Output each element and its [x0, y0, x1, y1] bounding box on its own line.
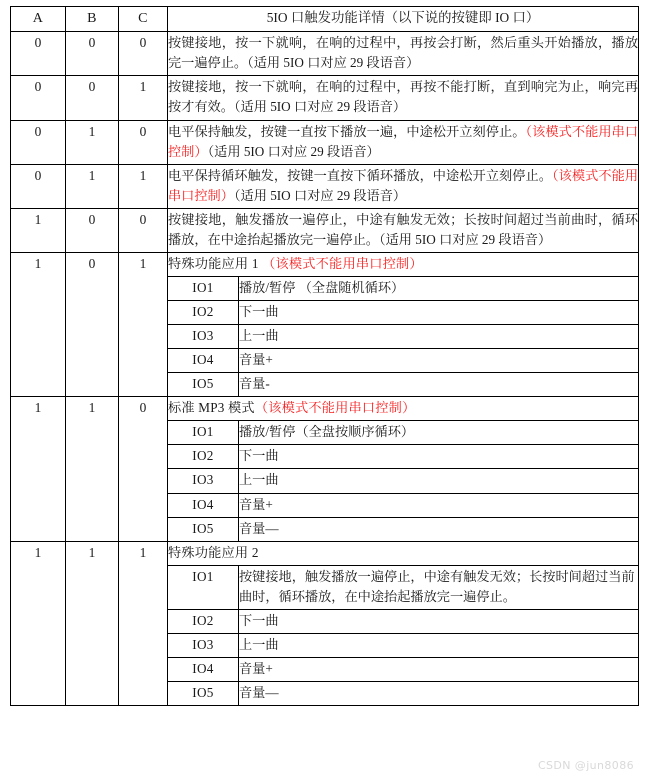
table-row: [11, 76, 639, 120]
io-port-label: IO1: [168, 421, 239, 445]
detail-text-warning: （该模式不能用串口控制）: [168, 123, 639, 159]
io-port-function: 音量-: [239, 373, 639, 397]
io-port-function: 上一曲: [239, 325, 639, 349]
cell-c: 1: [119, 164, 168, 208]
column-header-b: B: [66, 7, 119, 32]
cell-b: 1: [66, 397, 119, 541]
io-port-label: IO2: [168, 445, 239, 469]
column-header-c: C: [119, 7, 168, 32]
cell-a: 1: [11, 208, 66, 252]
mode-title: [168, 397, 639, 421]
cell-b: 0: [66, 252, 119, 396]
table-body: [11, 32, 639, 706]
cell-a: 1: [11, 252, 66, 396]
cell-c: 1: [119, 541, 168, 705]
mode-title-warning: （该模式不能用串口控制）: [258, 255, 423, 271]
io-port-function: 下一曲: [239, 445, 639, 469]
io-port-label: IO3: [168, 325, 239, 349]
io-port-label: IO4: [168, 349, 239, 373]
table-row: [11, 397, 639, 421]
table-row: [11, 164, 639, 208]
io-port-label: IO1: [168, 276, 239, 300]
io-port-function: 音量+: [239, 657, 639, 681]
cell-b: 0: [66, 76, 119, 120]
detail-text-primary: 电平保持循环触发，按键一直按下循环播放，中途松开立刻停止。: [168, 167, 552, 183]
cell-detail: [168, 120, 639, 164]
cell-detail: 按键接地，按一下就响，在响的过程中，再按会打断，然后重头开始播放，播放完一遍停止。（适用 5IO 口对应 29 段语音）: [168, 32, 639, 76]
cell-c: 0: [119, 120, 168, 164]
io-port-function: 上一曲: [239, 469, 639, 493]
cell-c: 0: [119, 208, 168, 252]
io-port-function: 音量—: [239, 517, 639, 541]
cell-detail: 按键接地，按一下就响，在响的过程中，再按不能打断，直到响完为止，响完再按才有效。（适用 5IO 口对应 29 段语音）: [168, 76, 639, 120]
io-port-function: 音量—: [239, 682, 639, 706]
cell-detail: 按键接地，触发播放一遍停止，中途有触发无效；长按时间超过当前曲时，循环播放，在中途抬起播放完一遍停止。（适用 5IO 口对应 29 段语音）: [168, 208, 639, 252]
cell-c: 0: [119, 397, 168, 541]
cell-a: 0: [11, 76, 66, 120]
mode-title-text: 标准 MP3 模式: [168, 400, 255, 416]
cell-c: 1: [119, 76, 168, 120]
cell-b: 0: [66, 32, 119, 76]
io-port-function: 下一曲: [239, 609, 639, 633]
io-port-label: IO3: [168, 469, 239, 493]
io-port-label: IO5: [168, 517, 239, 541]
io-trigger-mode-table: [10, 6, 639, 706]
io-port-label: IO5: [168, 682, 239, 706]
io-port-function: 上一曲: [239, 633, 639, 657]
detail-text-primary: 电平保持触发，按键一直按下播放一遍，中途松开立刻停止。: [168, 123, 526, 139]
io-port-function: 按键接地，触发播放一遍停止，中途有触发无效；长按时间超过当前曲时，循环播放，在中途抬起播放完一遍停止。: [239, 565, 639, 609]
io-port-function: 下一曲: [239, 301, 639, 325]
io-port-function: 播放/暂停 （全盘随机循环）: [239, 276, 639, 300]
column-header-a: A: [11, 7, 66, 32]
cell-b: 1: [66, 541, 119, 705]
table-row: [11, 120, 639, 164]
cell-detail: [168, 164, 639, 208]
io-port-label: IO2: [168, 301, 239, 325]
cell-c: 0: [119, 32, 168, 76]
cell-a: 0: [11, 164, 66, 208]
cell-b: 1: [66, 120, 119, 164]
cell-a: 1: [11, 397, 66, 541]
mode-title-text: 特殊功能应用 2: [168, 544, 259, 560]
detail-text-warning: （该模式不能用串口控制）: [168, 167, 639, 203]
detail-text-suffix: （适用 5IO 口对应 29 段语音）: [207, 143, 380, 159]
table-header: [11, 7, 639, 32]
mode-title: [168, 541, 639, 565]
cell-a: 0: [11, 120, 66, 164]
table-row: [11, 208, 639, 252]
io-port-label: IO4: [168, 493, 239, 517]
mode-title-text: 特殊功能应用 1: [168, 255, 259, 271]
table-row: [11, 252, 639, 276]
io-port-label: IO4: [168, 657, 239, 681]
io-port-function: 音量+: [239, 493, 639, 517]
io-port-label: IO3: [168, 633, 239, 657]
io-port-label: IO2: [168, 609, 239, 633]
watermark: CSDN @jun8086: [537, 759, 634, 772]
detail-text-suffix: （适用 5IO 口对应 29 段语音）: [233, 187, 407, 203]
cell-b: 1: [66, 164, 119, 208]
cell-a: 0: [11, 32, 66, 76]
io-port-label: IO1: [168, 565, 239, 609]
column-header-detail: 5IO 口触发功能详情（以下说的按键即 IO 口）: [168, 7, 639, 32]
cell-b: 0: [66, 208, 119, 252]
io-port-function: 音量+: [239, 349, 639, 373]
mode-title: [168, 252, 639, 276]
cell-c: 1: [119, 252, 168, 396]
cell-a: 1: [11, 541, 66, 705]
table-header-row: [11, 7, 639, 32]
mode-title-warning: （该模式不能用串口控制）: [254, 400, 416, 416]
io-port-function: 播放/暂停（全盘按顺序循环）: [239, 421, 639, 445]
io-port-label: IO5: [168, 373, 239, 397]
table-row: [11, 32, 639, 76]
table-row: [11, 541, 639, 565]
